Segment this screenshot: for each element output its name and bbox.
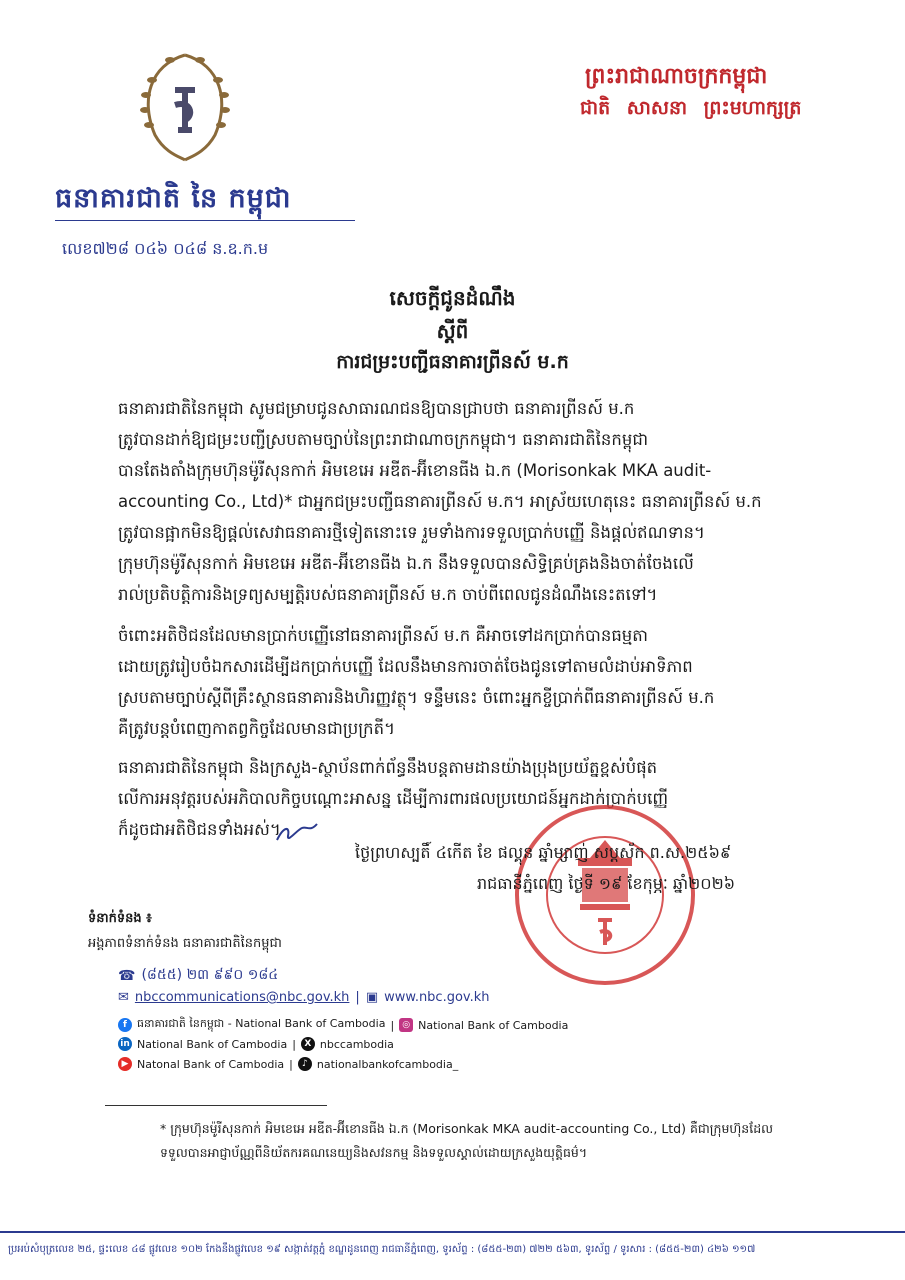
footnote-divider [105,1105,327,1106]
email-link[interactable]: nbccommunications@nbc.gov.kh [134,990,350,1005]
phone-icon: ☎ [118,967,136,984]
youtube-icon: ▶ [118,1057,132,1071]
footer-address: ប្រអប់សំបុត្រលេខ ២៥, ផ្ទះលេខ ៤៨ ផ្លូវលេខ ១០២ កែងនឹងផ្លូវលេខ ១៩ សង្កាត់វត្តភ្នំ ខណ្ឌដូនពេញ រាជធានីភ្នំពេញ, ទូរស័ព្ទ : (៨៥៥-២៣) ៧២២ ៥៦៣, ទូរស័ព្ទ / ទូរសារ : (៨៥៥-២៣) ៤២៦ ១១៧ [8,1244,756,1255]
paragraph-line: ធនាគារជាតិនៃកម្ពុជា និងក្រសួង-ស្ថាប័នពាក់ព័ន្ធនឹងបន្តតាមដានយ៉ាងប្រុងប្រយ័ត្នខ្ពស់បំផុត [118,758,658,777]
date-solar: រាជធានីភ្នំពេញ ថ្ងៃទី ១៩ ខែកុម្ភៈ ឆ្នាំ២០២៦ [477,874,736,893]
separator: | [390,1018,395,1032]
paragraph-line: បានតែងតាំងក្រុមហ៊ុនម៉ូរីសុនកាក់ អិមខេអេ អឌីត-អ៊ីខោនធីង ឯ.ក (Morisonkak MKA audit- [118,461,712,480]
youtube-link[interactable]: Natonal Bank of Cambodia [137,1057,285,1071]
bank-name-divider [55,220,355,221]
paragraph-line: គឺត្រូវបន្តបំពេញកាតព្វកិច្ចដែលមានជាប្រក្រតី។ [118,719,395,738]
separator: | [355,990,360,1005]
email-icon: ✉ [118,990,129,1005]
paragraph-line: ត្រូវបានដាក់ឱ្យជម្រះបញ្ជីស្របតាមច្បាប់នៃព្រះរាជាណាចក្រកម្ពុជា។ ធនាគារជាតិនៃកម្ពុជា [118,430,649,449]
website-link[interactable]: www.nbc.gov.kh [384,990,490,1005]
social-row-1 [118,1017,568,1033]
tiktok-link[interactable]: nationalbankofcambodia_ [316,1057,459,1071]
document-subject: ការជម្រះបញ្ជីធនាគារព្រីនស៍ ម.ក [336,351,569,373]
bank-name: ធនាគារជាតិ នៃ កម្ពុជា [55,183,292,214]
contact-phone: (៨៥៥) ២៣ ៩៩០ ១៨៤ [141,967,279,983]
signature-mark [272,818,322,848]
paragraph-line: រាល់ប្រតិបត្តិការនិងទ្រព្យសម្បត្តិរបស់ធនាគារព្រីនស៍ ម.ក ចាប់ពីពេលជូនដំណឹងនេះតទៅ។ [118,585,658,604]
contact-phone-row [118,965,278,986]
footnote-line: ទទួលបានអាជ្ញាប័ណ្ណពីនិយ័តករគណនេយ្យនិងសវនកម្ម និងទទួលស្គាល់ដោយក្រសួងយុត្តិធម៌។ [160,1145,588,1160]
separator: | [292,1037,296,1051]
paragraph-line: លើការអនុវត្តរបស់អភិបាលកិច្ចបណ្ដោះអាសន្ន ដើម្បីការពារផលប្រយោជន៍អ្នកដាក់ប្រាក់បញ្ញើ [118,789,669,808]
kingdom-heading: ព្រះរាជាណាចក្រកម្ពុជា [585,64,768,89]
linkedin-link[interactable]: National Bank of Cambodia [137,1037,288,1051]
paragraph-line: accounting Co., Ltd)* ជាអ្នកជម្រះបញ្ជីធនាគារព្រីនស៍ ម.ក។ អាស្រ័យហេតុនេះ ធនាគារព្រីនស៍ ម.ក [118,492,762,511]
document-subtitle-about: ស្ដីពី [436,319,469,343]
reference-number: លេខ៧២៨ ០៤៦ ០៤៨ ន.ឧ.ក.ម [62,239,269,258]
contact-heading: ទំនាក់ទំនង ៖ [88,911,152,926]
paragraph-2 [118,620,830,744]
facebook-icon: f [118,1018,132,1032]
footnote [160,1117,840,1165]
contact-web-row [118,990,490,1005]
linkedin-icon: in [118,1037,132,1051]
paragraph-line: ធនាគារជាតិនៃកម្ពុជា សូមជម្រាបជូនសាធារណជនឱ្យបានជ្រាបថា ធនាគារព្រីនស៍ ម.ក [118,399,635,418]
contact-department: អង្គភាពទំនាក់ទំនង ធនាគារជាតិនៃកម្ពុជា [88,936,282,951]
paragraph-line: ដោយត្រូវរៀបចំឯកសារដើម្បីដកប្រាក់បញ្ញើ ដែលនឹងមានការចាត់ចែងជូនទៅតាមលំដាប់អាទិភាព [118,657,693,676]
date-lunar: ថ្ងៃព្រហស្បតិ៍ ៤កើត ខែ ផល្គុន ឆ្នាំម្សាញ់ សប្តស័ក ព.ស.២៥៦៩ [355,843,732,862]
social-row-2 [118,1037,394,1051]
tiktok-icon: ♪ [298,1057,312,1071]
social-row-3 [118,1057,458,1071]
instagram-link[interactable]: National Bank of Cambodia [418,1018,569,1032]
paragraph-line: ស្របតាមច្បាប់ស្ដីពីគ្រឹះស្ថានធនាគារនិងហិរញ្ញវត្ថុ។ ទន្ទឹមនេះ ចំពោះអ្នកខ្ចីប្រាក់ពីធនាគារព្រីនស៍ ម.ក [118,688,715,707]
footnote-line: * ក្រុមហ៊ុនម៉ូរីសុនកាក់ អិមខេអេ អឌីត-អ៊ីខោនធីង ឯ.ក (Morisonkak MKA audit-accounting Co., Ltd) គឺជាក្រុមហ៊ុនដែល [160,1121,774,1136]
document-title: សេចក្ដីជូនដំណឹង [389,286,516,310]
paragraph-line: ក្រុមហ៊ុនម៉ូរីសុនកាក់ អិមខេអេ អឌីត-អ៊ីខោនធីង ឯ.ក នឹងទទួលបានសិទ្ធិគ្រប់គ្រងនិងចាត់ចែងលើ [118,554,694,573]
separator: | [289,1057,293,1071]
bank-emblem-icon [130,45,240,170]
instagram-icon: ◎ [399,1018,413,1032]
paragraph-line: ចំពោះអតិថិជនដែលមានប្រាក់បញ្ញើនៅធនាគារព្រីនស៍ ម.ក គឺអាចទៅដកប្រាក់បានធម្មតា [118,626,648,645]
facebook-link[interactable]: ធនាគារជាតិ នៃកម្ពុជា - National Bank of Cambodia [137,1017,386,1030]
x-icon: X [301,1037,315,1051]
national-motto: ជាតិ សាសនា ព្រះមហាក្សត្រ [580,97,802,119]
paragraph-line: ក៏ដូចជាអតិថិជនទាំងអស់។ [118,820,281,839]
paragraph-line: ត្រូវបានផ្អាកមិនឱ្យផ្ដល់សេវាធនាគារថ្មីទៀតនោះទេ រួមទាំងការទទួលប្រាក់បញ្ញើ និងផ្ដល់ឥណទាន។ [118,523,705,542]
paragraph-1 [118,393,830,610]
x-link[interactable]: nbccambodia [319,1037,394,1051]
website-icon: ▣ [365,990,379,1005]
paragraph-3 [118,752,830,845]
footer-divider [0,1231,905,1233]
